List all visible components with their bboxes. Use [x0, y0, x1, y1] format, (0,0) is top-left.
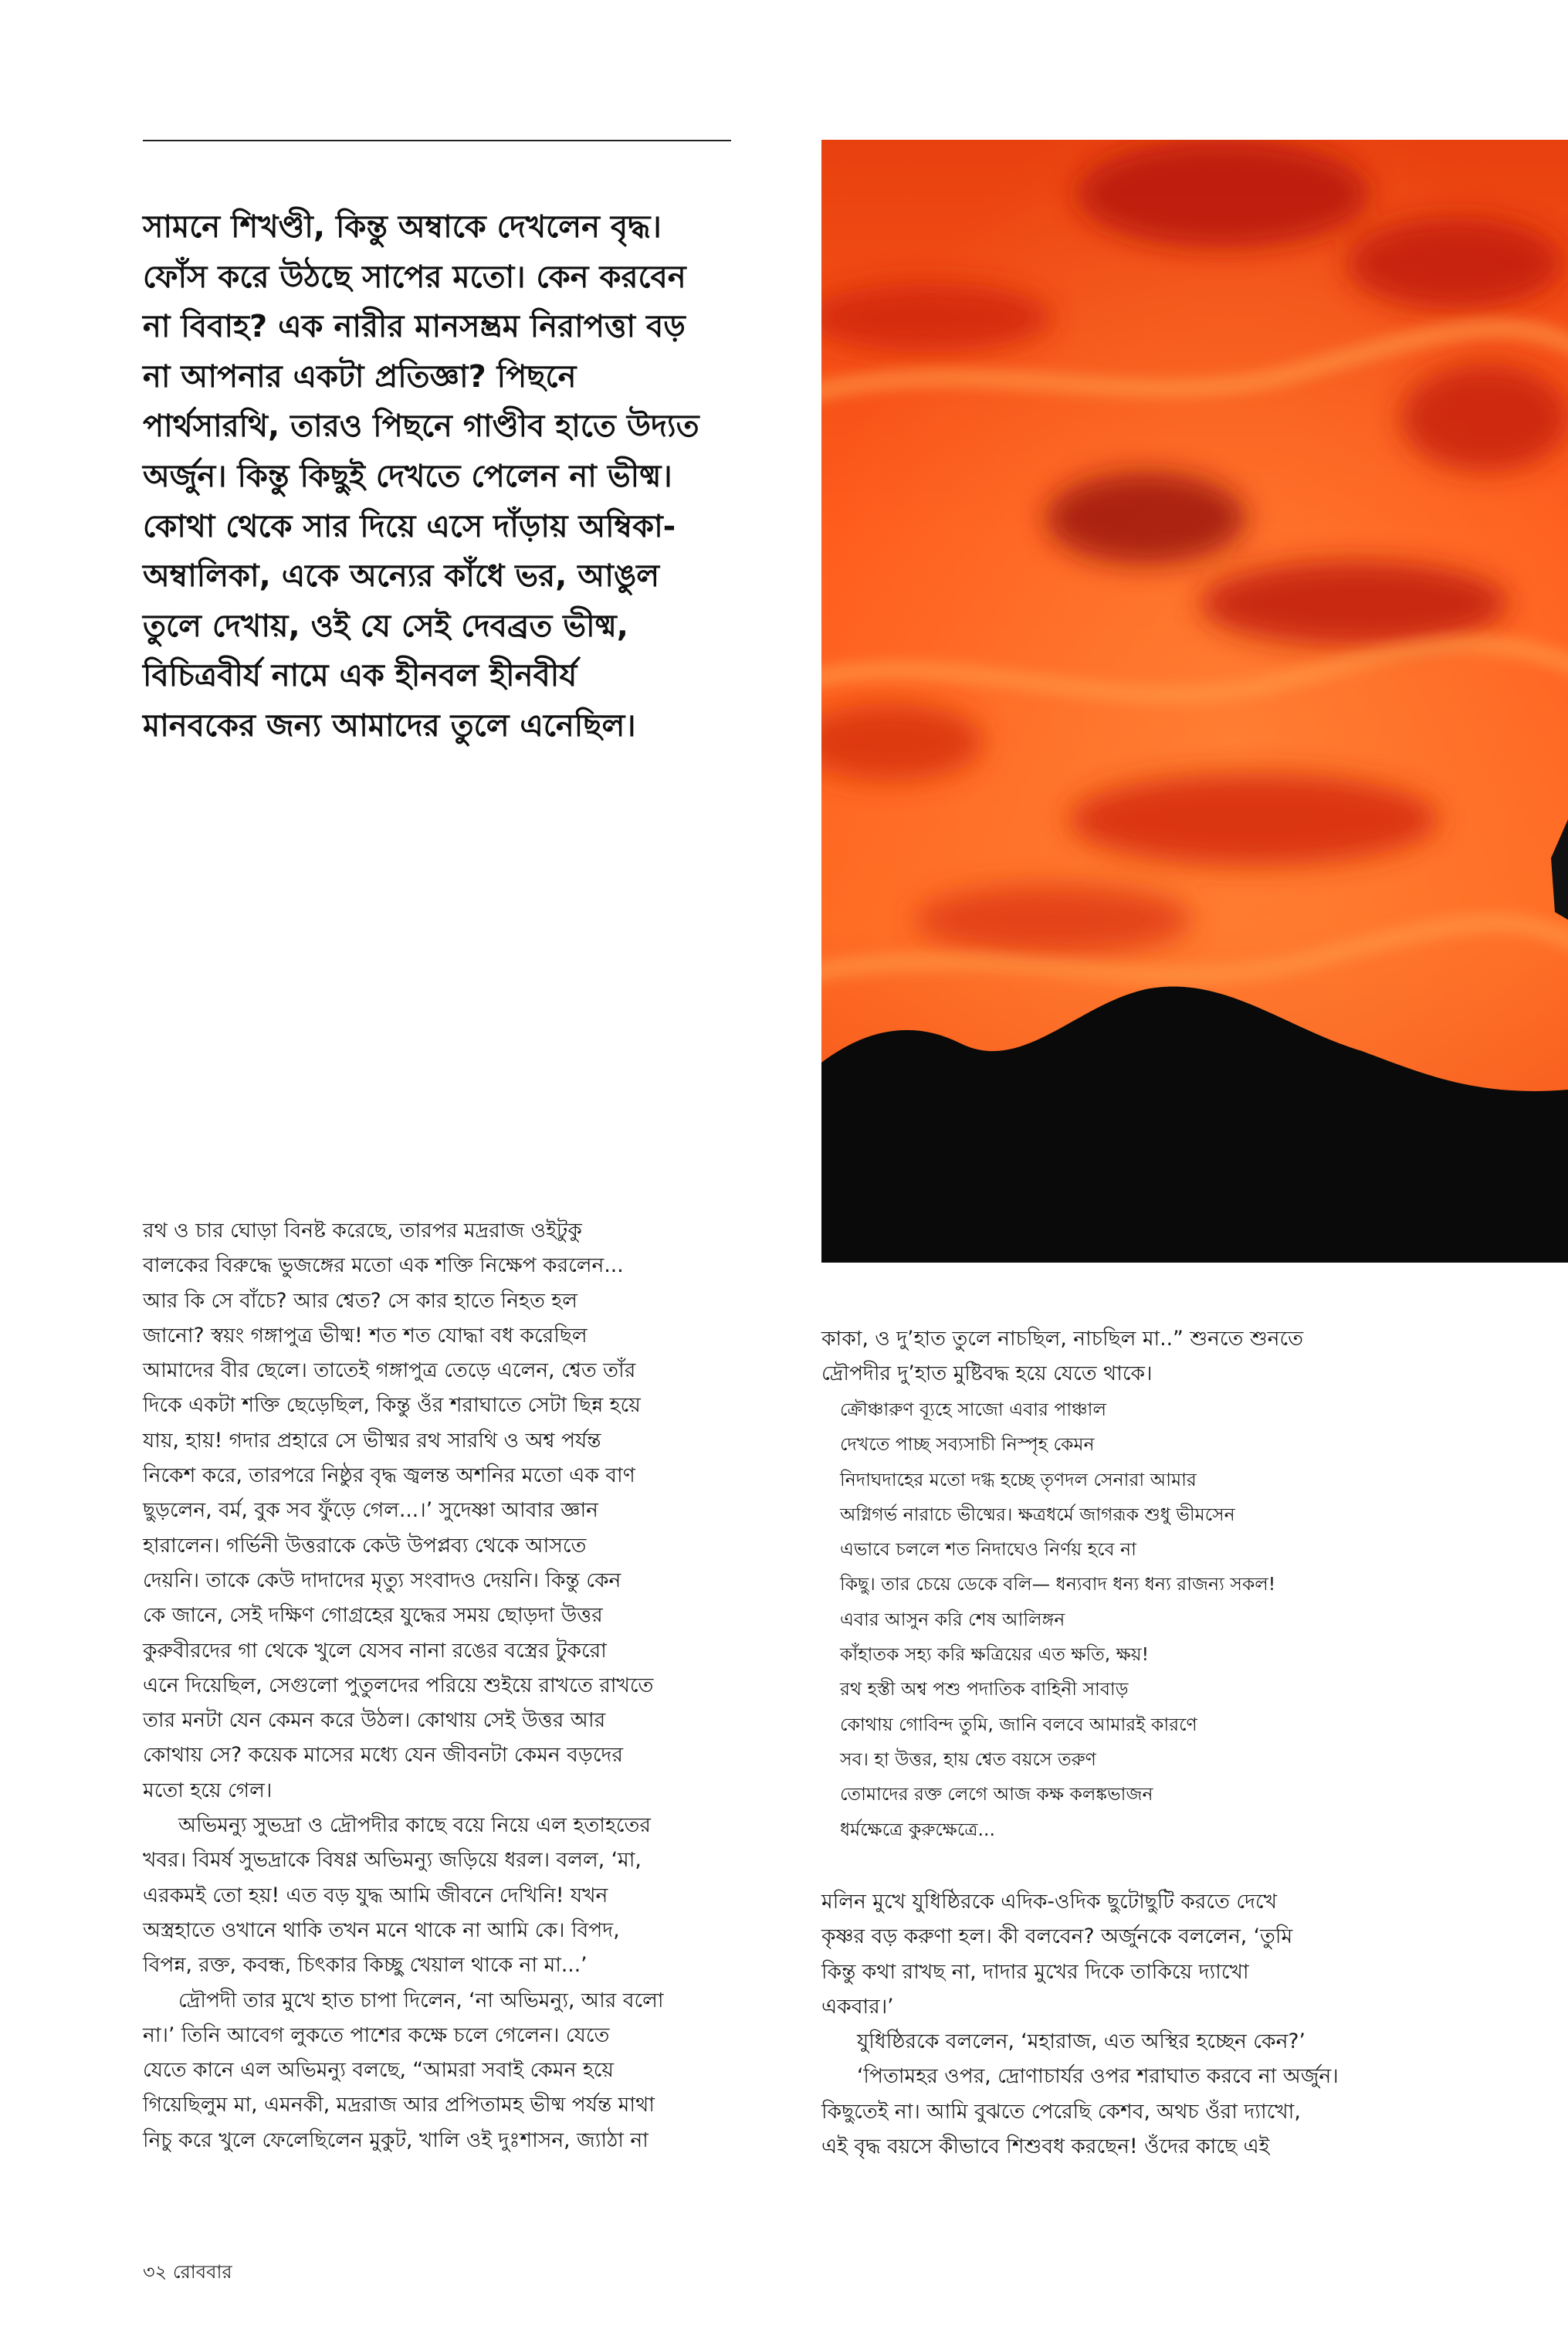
pull-quote-line: মানবকের জন্য আমাদের তুলে এনেছিল।	[143, 707, 636, 744]
poem-line: কিছু। তার চেয়ে ডেকে বলি— ধন্যবাদ ধন্য ধন্য রাজন্য সকল!	[840, 1573, 1276, 1595]
body-line: যুধিষ্ঠিরকে বললেন, ‘মহারাজ, এত অস্থির হচ্ছেন কেন?’	[857, 2029, 1306, 2054]
body-line: গিয়েছিলুম মা, এমনকী, মদ্ররাজ আর প্রপিতামহ ভীষ্ম পর্যন্ত মাথা	[143, 2093, 655, 2117]
body-line: দিকে একটা শক্তি ছেড়েছিল, কিন্তু ওঁর শরাঘাতে সেটা ছিন্ন হয়ে	[143, 1393, 641, 1418]
pull-quote-line: তুলে দেখায়, ওই যে সেই দেবব্রত ভীষ্ম,	[143, 608, 629, 644]
sunset-painting	[821, 140, 1568, 1263]
body-line: খবর। বিমর্ষ সুভদ্রাকে বিষণ্ণ অভিমন্যু জড়িয়ে ধরল। বলল, ‘মা,	[143, 1848, 642, 1873]
poem-line: ধর্মক্ষেত্রে কুরুক্ষেত্রে...	[840, 1818, 995, 1840]
body-line: কে জানে, সেই দক্ষিণ গোগ্রহের যুদ্ধের সময় ছোড়দা উত্তর	[143, 1603, 603, 1628]
body-line: নিকেশ করে, তারপরে নিষ্ঠুর বৃদ্ধ জ্বলন্ত অশনির মতো এক বাণ	[143, 1463, 635, 1488]
poem-line: তোমাদের রক্ত লেগে আজ কক্ষ কলঙ্কভাজন	[840, 1783, 1153, 1806]
body-line: যেতে কানে এল অভিমন্যু বলছে, “আমরা সবাই কেমন হয়ে	[143, 2058, 614, 2083]
poem-line: সব। হা উত্তর, হায় শ্বেত বয়সে তরুণ	[840, 1748, 1096, 1770]
body-line: কুরুবীরদের গা থেকে খুলে যেসব নানা রঙের বস্ত্রের টুকরো	[143, 1638, 607, 1663]
poem-line: ক্রৌঞ্চারুণ ব্যূহে সাজো এবার পাঞ্চাল	[840, 1399, 1107, 1420]
body-column-left	[143, 1213, 753, 2158]
body-line: ‘পিতামহর ওপর, দ্রোণাচার্যর ওপর শরাঘাত করবে না অর্জুন।	[857, 2064, 1339, 2089]
pull-quote-line: না আপনার একটা প্রতিজ্ঞা? পিছনে	[143, 358, 577, 395]
poem-line: কোথায় গোবিন্দ তুমি, জানি বলবে আমারই কারণে	[840, 1713, 1197, 1735]
body-line: ছুড়লেন, বর্ম, বুক সব ফুঁড়ে গেল...।’ সুদেষ্ণা আবার জ্ঞান	[143, 1498, 598, 1523]
body-line: তার মনটা যেন কেমন করে উঠল। কোথায় সেই উত্তর আর	[143, 1708, 606, 1733]
pull-quote-line: সামনে শিখণ্ডী, কিন্তু অম্বাকে দেখলেন বৃদ্ধ।	[143, 209, 662, 245]
body-line: কিন্তু কথা রাখছ না, দাদার মুখের দিকে তাকিয়ে দ্যাখো	[821, 1959, 1249, 1984]
pull-quote-line: বিচিত্রবীর্য নামে এক হীনবল হীনবীর্য	[143, 658, 577, 694]
body-line: দ্রৌপদী তার মুখে হাত চাপা দিলেন, ‘না অভিমন্যু, আর বলো	[178, 1988, 664, 2012]
body-line: না।’ তিনি আবেগ লুকতে পাশের কক্ষে চলে গেলেন। যেতে	[143, 2023, 610, 2047]
body-line: মলিন মুখে যুধিষ্ঠিরকে এদিক-ওদিক ছুটোছুটি করতে দেখে	[821, 1890, 1278, 1914]
body-line: দেয়নি। তাকে কেউ দাদাদের মৃত্যু সংবাদও দেয়নি। কিন্তু কেন	[143, 1568, 621, 1592]
poem-line: দেখতে পাচ্ছ সব্যসাচী নিস্পৃহ কেমন	[840, 1433, 1095, 1456]
body-line: জানো? স্বয়ং গঙ্গাপুত্র ভীষ্ম! শত শত যোদ্ধা বধ করেছিল	[143, 1323, 588, 1348]
body-column-right-top	[821, 1321, 1516, 1392]
pull-quote-line: অম্বালিকা, একে অন্যের কাঁধে ভর, আঙুল	[143, 558, 660, 595]
body-line: রথ ও চার ঘোড়া বিনষ্ট করেছে, তারপর মদ্ররাজ ওইটুকু	[143, 1219, 582, 1243]
poem-line: অগ্নিগর্ভ নারাচে ভীষ্মের। ক্ষত্রধর্মে জাগরূক শুধু ভীমসেন	[840, 1503, 1235, 1525]
poem	[840, 1392, 1275, 1847]
pull-quote-line: কোথা থেকে সার দিয়ে এসে দাঁড়ায় অম্বিকা-	[143, 508, 676, 544]
body-line: অস্ত্রহাতে ওখানে থাকি তখন মনে থাকে না আমি কে। বিপদ,	[143, 1917, 620, 1942]
poem-line: এভাবে চললে শত নিদাঘেও নির্ণয় হবে না	[840, 1538, 1136, 1561]
body-line: কোথায় সে? কয়েক মাসের মধ্যে যেন জীবনটা কেমন বড়দের	[143, 1743, 623, 1768]
body-line: দ্রৌপদীর দু’হাত মুষ্টিবদ্ধ হয়ে যেতে থাকে।	[821, 1361, 1153, 1386]
poem-line: কাঁহাতক সহ্য করি ক্ষত্রিয়ের এত ক্ষতি, ক্ষয়!	[840, 1643, 1149, 1666]
body-line: হারালেন। গর্ভিনী উত্তরাকে কেউ উপপ্লব্য থেকে আসতে	[143, 1533, 587, 1558]
body-line: আমাদের বীর ছেলে। তাতেই গঙ্গাপুত্র তেড়ে এলেন, শ্বেত তাঁর	[143, 1358, 636, 1383]
page-footer: ৩২ রোববার	[143, 2261, 232, 2283]
top-rule	[143, 140, 731, 141]
body-line: বিপন্ন, রক্ত, কবন্ধ, চিৎকার কিচ্ছু খেয়াল থাকে না মা...’	[143, 1953, 588, 1978]
body-line: বালকের বিরুদ্ধে ভুজঙ্গের মতো এক শক্তি নিক্ষেপ করলেন...	[143, 1253, 624, 1278]
body-line: যায়, হায়! গদার প্রহারে সে ভীষ্মর রথ সারথি ও অশ্ব পর্যন্ত	[143, 1428, 601, 1453]
body-line: আর কি সে বাঁচে? আর শ্বেত? সে কার হাতে নিহত হল	[143, 1288, 577, 1313]
poem-line: এবার আসুন করি শেষ আলিঙ্গন	[840, 1608, 1065, 1630]
pull-quote-line: অর্জুন। কিন্তু কিছুই দেখতে পেলেন না ভীষ্ম।	[143, 458, 672, 494]
pull-quote-line: না বিবাহ? এক নারীর মানসম্ভ্রম নিরাপত্তা বড়	[143, 309, 686, 345]
body-line: অভিমন্যু সুভদ্রা ও দ্রৌপদীর কাছে বয়ে নিয়ে এল হতাহতের	[178, 1813, 651, 1838]
poem-line: রথ হস্তী অশ্ব পশু পদাতিক বাহিনী সাবাড়	[840, 1678, 1129, 1700]
body-line: কিছুতেই না। আমি বুঝতে পেরেছি কেশব, অথচ ওঁরা দ্যাখো,	[821, 2099, 1301, 2124]
body-line: মতো হয়ে গেল।	[143, 1778, 273, 1802]
pull-quote-line: পার্থসারথি, তারও পিছনে গাণ্ডীব হাতে উদ্যত	[143, 409, 699, 445]
body-line: একবার।’	[821, 1994, 894, 2019]
body-line: কাকা, ও দু’হাত তুলে নাচছিল, নাচছিল মা..” শুনতে শুনতে	[821, 1327, 1303, 1351]
body-column-right-bottom	[821, 1884, 1516, 2164]
body-line: এরকমই তো হয়! এত বড় যুদ্ধ আমি জীবনে দেখিনি! যখন	[143, 1883, 608, 1907]
body-line: কৃষ্ণর বড় করুণা হল। কী বলবেন? অর্জুনকে বললেন, ‘তুমি	[821, 1924, 1293, 1949]
pull-quote	[143, 202, 753, 751]
poem-line: নিদাঘদাহের মতো দগ্ধ হচ্ছে তৃণদল সেনারা আমার	[840, 1468, 1197, 1490]
body-line: নিচু করে খুলে ফেলেছিলেন মুকুট, খালি ওই দুঃশাসন, জ্যাঠা না	[143, 2128, 649, 2152]
illustration	[821, 140, 1568, 1263]
body-line: এনে দিয়েছিল, সেগুলো পুতুলদের পরিয়ে শুইয়ে রাখতে রাখতে	[143, 1673, 654, 1697]
pull-quote-line: ফোঁস করে উঠছে সাপের মতো। কেন করবেন	[143, 259, 686, 295]
body-line: এই বৃদ্ধ বয়সে কীভাবে শিশুবধ করছেন! ওঁদের কাছে এই	[821, 2134, 1270, 2159]
